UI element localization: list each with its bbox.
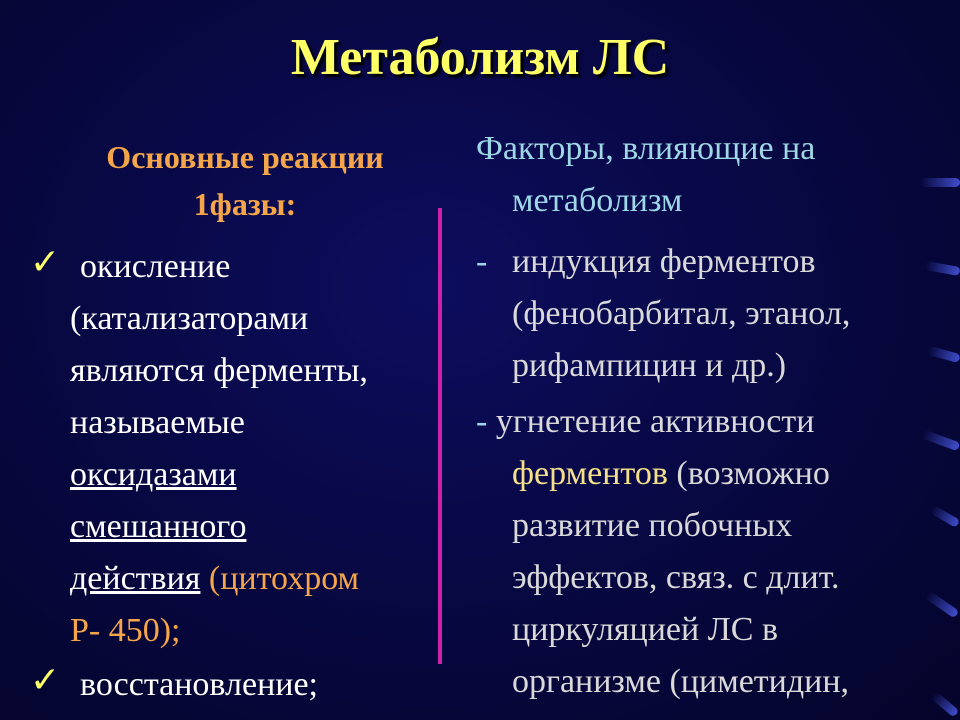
left-line: (катализаторами [70,300,309,337]
left-line-mixed [70,553,359,605]
left-line: являются ферменты, [70,352,368,389]
left-line-underlined: оксидазами [70,456,237,493]
dash-marker: - [476,243,488,280]
checkmark-icon: ✓ [30,242,61,283]
right-line: организме (циметидин, [512,663,850,700]
right-line-mixed [512,448,830,500]
right-line [476,396,814,448]
decorative-streak [924,261,960,276]
checkmark-icon: ✓ [30,660,61,701]
left-heading-line2: 1фазы: [193,186,297,222]
right-line: индукция ферментов [512,243,816,280]
right-item2-line2-rest: (возможно [667,455,830,492]
right-heading-line1: Факторы, влияющие на [476,130,816,167]
right-line: развитие побочных [512,507,793,544]
dash-marker: - [476,403,488,440]
right-heading-line2: метаболизм [512,182,683,219]
right-item2-line1: угнетение активности [495,403,815,440]
left-heading-line1: Основные реакции [106,139,384,175]
right-line: (фенобарбитал, этанол, [512,295,851,332]
left-heading [40,134,450,228]
enzymes-term: ферментов [512,455,668,492]
decorative-streak [927,346,960,363]
right-line: эффектов, связ. с длит. [512,559,840,596]
left-line: называемые [70,404,245,441]
underlined-term: действия [70,560,201,597]
left-line: Р- 450); [70,612,181,649]
right-line: рифампицин и др.) [512,347,787,384]
decorative-streak [930,505,960,528]
decorative-streak [920,178,960,187]
decorative-streak [922,430,960,451]
slide-title: Метаболизм ЛС [290,29,670,86]
left-line: окисление [80,248,231,285]
left-line: восстановление; [80,666,318,703]
right-line: циркуляцией ЛС в [512,611,779,648]
left-line-underlined: смешанного [70,508,247,545]
decorative-streak [931,691,960,717]
cytochrome-note: (цитохром [200,560,360,597]
decorative-streak [925,590,960,618]
column-divider [438,208,442,664]
